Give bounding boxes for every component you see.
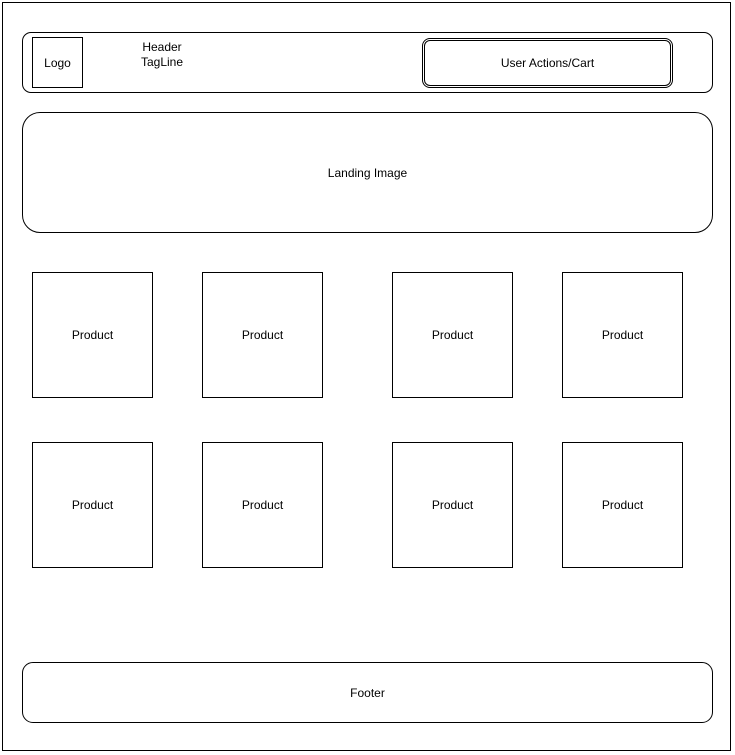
- product-tile[interactable]: [392, 272, 513, 398]
- product-label: Product: [431, 328, 474, 342]
- logo-placeholder[interactable]: [32, 37, 83, 88]
- logo-label: Logo: [44, 55, 71, 70]
- product-tile[interactable]: [392, 442, 513, 568]
- product-tile[interactable]: [32, 442, 153, 568]
- user-actions-cart-button[interactable]: [422, 38, 673, 88]
- user-actions-label: User Actions/Cart: [500, 56, 595, 70]
- product-tile[interactable]: [202, 272, 323, 398]
- product-tile[interactable]: [202, 442, 323, 568]
- footer: [22, 662, 713, 723]
- product-label: Product: [601, 328, 644, 342]
- header-title: Header: [142, 40, 182, 54]
- product-label: Product: [601, 498, 644, 512]
- product-label: Product: [431, 498, 474, 512]
- product-label: Product: [71, 498, 114, 512]
- landing-image-label: Landing Image: [327, 165, 408, 180]
- product-label: Product: [241, 328, 284, 342]
- footer-label: Footer: [350, 685, 385, 700]
- product-tile[interactable]: [562, 442, 683, 568]
- product-tile[interactable]: [562, 272, 683, 398]
- landing-image: [22, 112, 713, 233]
- header-title-block: [132, 40, 192, 70]
- product-label: Product: [71, 328, 114, 342]
- product-tile[interactable]: [32, 272, 153, 398]
- header-tagline: TagLine: [140, 55, 184, 69]
- product-label: Product: [241, 498, 284, 512]
